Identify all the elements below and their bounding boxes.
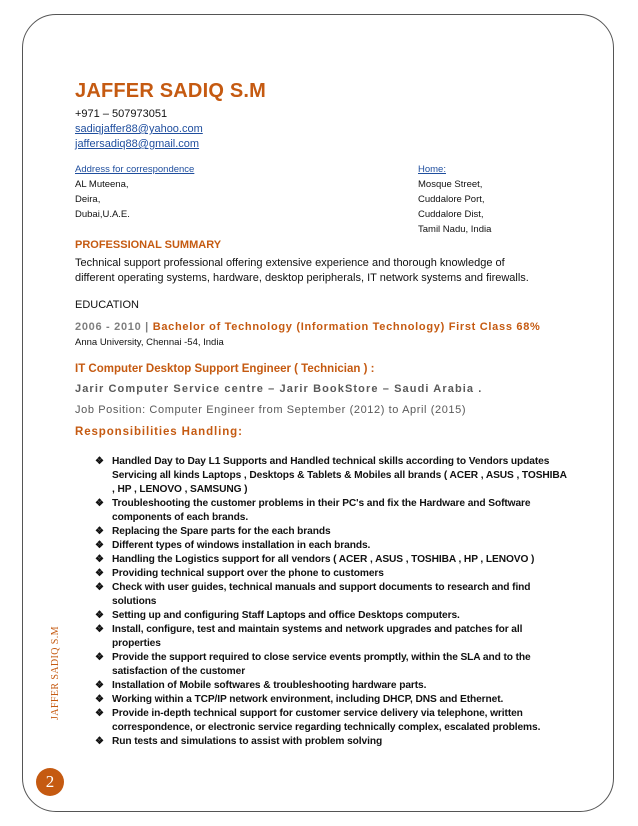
summary-text: Technical support professional offering extensive experience and thorough knowledge of different operating systems, hardware, desktop peripherals, IT network systems and firewalls.	[75, 257, 529, 284]
list-item: ❖ Provide in-depth technical support for customer service delivery via telephone, written correspondence, or electronic service regarding technically complex, escalated problems.	[95, 708, 541, 733]
education-years: 2006 - 2010 |	[75, 321, 149, 333]
diamond-bullet-icon: ❖	[95, 582, 104, 593]
employer-name: Jarir Computer Service centre – Jarir BookStore – Saudi Arabia .	[75, 383, 483, 395]
correspondence-address-heading: Address for correspondence	[75, 164, 195, 175]
list-item: ❖ Installation of Mobile softwares & troubleshooting hardware parts.	[95, 680, 427, 691]
list-item: ❖ Replacing the Spare parts for the each brands	[95, 526, 331, 537]
contact-block	[75, 107, 203, 152]
job-position: Job Position: Computer Engineer from September (2012) to April (2015)	[75, 404, 467, 416]
list-item: ❖ Install, configure, test and maintain systems and network upgrades and patches for all properties	[95, 624, 523, 649]
diamond-bullet-icon: ❖	[95, 694, 104, 705]
page-number-badge: 2	[36, 768, 64, 796]
diamond-bullet-icon: ❖	[95, 624, 104, 635]
education-degree: Bachelor of Technology (Information Technology) First Class 68%	[152, 321, 541, 333]
diamond-bullet-icon: ❖	[95, 652, 104, 663]
list-item: ❖ Provide the support required to close service events promptly, within the SLA and to the satisfaction of the customer	[95, 652, 531, 677]
address-line: Mosque Street,	[418, 179, 483, 190]
home-address-heading: Home:	[418, 164, 446, 175]
address-line: Deira,	[75, 194, 101, 205]
list-item: ❖ Run tests and simulations to assist with problem solving	[95, 736, 383, 747]
diamond-bullet-icon: ❖	[95, 526, 104, 537]
address-line: Dubai,U.A.E.	[75, 209, 130, 220]
diamond-bullet-icon: ❖	[95, 498, 104, 509]
address-line: Cuddalore Port,	[418, 194, 485, 205]
list-item: ❖ Handled Day to Day L1 Supports and Handled technical skills according to Vendors updates Servicing all kinds Laptops , Desktops & Tablets & Mobiles all brands ( ACER , ASUS , TOSHIBA , HP , LENOVO , SAMSUNG )	[95, 456, 567, 495]
education-title: EDUCATION	[75, 299, 139, 311]
candidate-name: JAFFER SADIQ S.M	[75, 80, 266, 102]
diamond-bullet-icon: ❖	[95, 456, 104, 467]
email-link-yahoo[interactable]: sadiqjaffer88@yahoo.com	[75, 123, 203, 135]
education-university: Anna University, Chennai -54, India	[75, 337, 224, 348]
responsibilities-title: Responsibilities Handling:	[75, 426, 243, 438]
diamond-bullet-icon: ❖	[95, 610, 104, 621]
diamond-bullet-icon: ❖	[95, 540, 104, 551]
job-title: IT Computer Desktop Support Engineer ( Technician ) :	[75, 363, 375, 375]
diamond-bullet-icon: ❖	[95, 554, 104, 565]
side-vertical-name: JAFFER SADIQ S.M	[50, 626, 61, 720]
correspondence-address	[75, 162, 194, 222]
list-item: ❖ Setting up and configuring Staff Laptops and office Desktops computers.	[95, 610, 460, 621]
list-item: ❖ Check with user guides, technical manuals and support documents to research and find solutions	[95, 582, 531, 607]
email-link-gmail[interactable]: jaffersadiq88@gmail.com	[75, 138, 200, 150]
address-line: AL Muteena,	[75, 179, 129, 190]
list-item: ❖ Providing technical support over the phone to customers	[95, 568, 384, 579]
list-item: ❖ Handling the Logistics support for all vendors ( ACER , ASUS , TOSHIBA , HP , LENOVO )	[95, 554, 535, 565]
phone-number: +971 – 507973051	[75, 108, 168, 120]
list-item: ❖ Working within a TCP/IP network environment, including DHCP, DNS and Ethernet.	[95, 694, 504, 705]
diamond-bullet-icon: ❖	[95, 736, 104, 747]
diamond-bullet-icon: ❖	[95, 568, 104, 579]
home-address	[418, 162, 491, 237]
list-item: ❖ Different types of windows installation in each brands.	[95, 540, 371, 551]
diamond-bullet-icon: ❖	[95, 680, 104, 691]
address-line: Cuddalore Dist,	[418, 209, 484, 220]
list-item: ❖ Troubleshooting the customer problems in their PC's and fix the Hardware and Software components of each brands.	[95, 498, 531, 523]
responsibilities-list	[95, 455, 567, 749]
address-line: Tamil Nadu, India	[418, 224, 492, 235]
education-degree-line	[75, 321, 541, 333]
diamond-bullet-icon: ❖	[95, 708, 104, 719]
summary-title: PROFESSIONAL SUMMARY	[75, 239, 222, 251]
